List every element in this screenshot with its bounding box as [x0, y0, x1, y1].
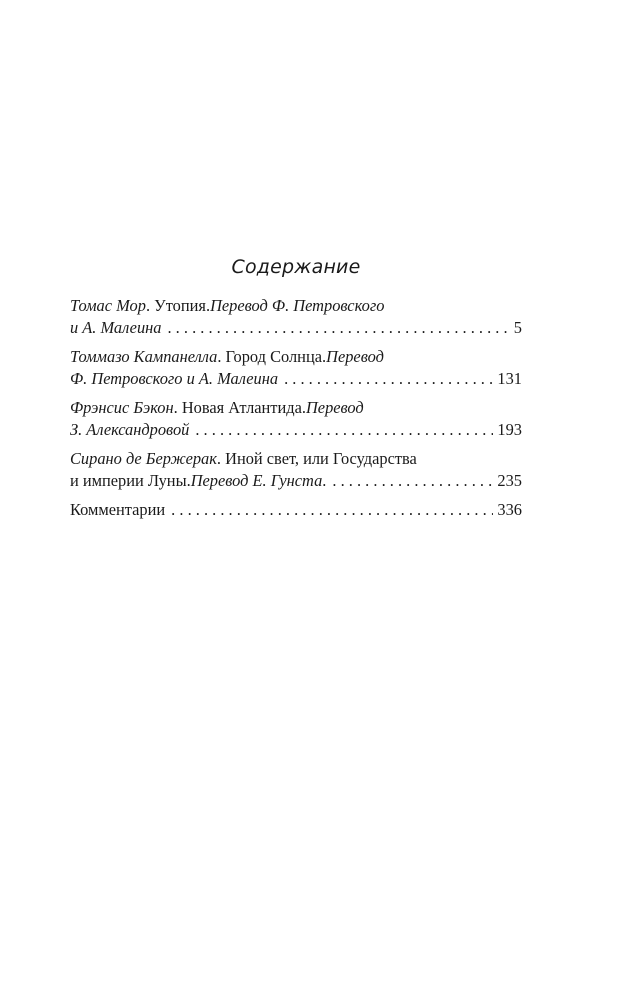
author: Сирано де Бержерак: [70, 449, 217, 468]
punctuation: .: [322, 470, 327, 490]
work-title: . Новая Атлантида.: [173, 398, 306, 417]
work-title: и империи Луны.: [70, 470, 191, 490]
work-title: . Утопия.: [145, 296, 211, 315]
dot-leader: [195, 419, 493, 441]
dot-leader: [167, 317, 509, 339]
toc-title: Содержание: [231, 256, 361, 278]
translator-label: Перевод: [305, 398, 364, 417]
toc-entry-campanella-city-of-sun[interactable]: [70, 346, 522, 389]
translator-label: Перевод: [326, 347, 384, 366]
entry-line: [70, 397, 522, 419]
toc-entry-commentary[interactable]: [70, 499, 522, 521]
page-number: 235: [497, 470, 522, 490]
entry-line: [70, 346, 522, 368]
translator: З. Александровой: [70, 419, 190, 439]
entry-line: [70, 368, 522, 390]
author: Томмазо Кампанелла: [70, 347, 218, 366]
toc-entry-bacon-new-atlantis[interactable]: [70, 397, 522, 440]
translator: Ф. Петровского и А. Малеина: [70, 368, 279, 388]
entry-line: [70, 499, 522, 521]
dot-leader: [332, 470, 493, 492]
dot-leader: [171, 499, 493, 521]
table-of-contents: [70, 256, 522, 529]
toc-entry-cyrano-other-world[interactable]: [70, 448, 522, 491]
entry-line: [70, 448, 522, 470]
translator: и А. Малеина: [70, 317, 162, 337]
author: Томас Мор: [70, 296, 146, 315]
entry-line: [70, 470, 522, 492]
entry-line: [70, 317, 522, 339]
page-number: 5: [513, 317, 522, 337]
page-number: 131: [497, 368, 522, 388]
section-title: Комментарии: [70, 500, 166, 519]
author: Фрэнсис Бэкон: [70, 398, 174, 417]
dot-leader: [284, 368, 493, 390]
work-title: . Иной свет, или Государства: [216, 449, 417, 468]
page-number: 193: [497, 419, 522, 439]
translator: Перевод Е. Гунста: [190, 470, 323, 490]
entry-line: [70, 295, 522, 317]
toc-entry-more-utopia[interactable]: [70, 295, 522, 338]
translator: Перевод Ф. Петровского: [210, 296, 385, 315]
page-number: 336: [497, 500, 522, 519]
work-title: . Город Солнца.: [217, 347, 327, 366]
entry-line: [70, 419, 522, 441]
